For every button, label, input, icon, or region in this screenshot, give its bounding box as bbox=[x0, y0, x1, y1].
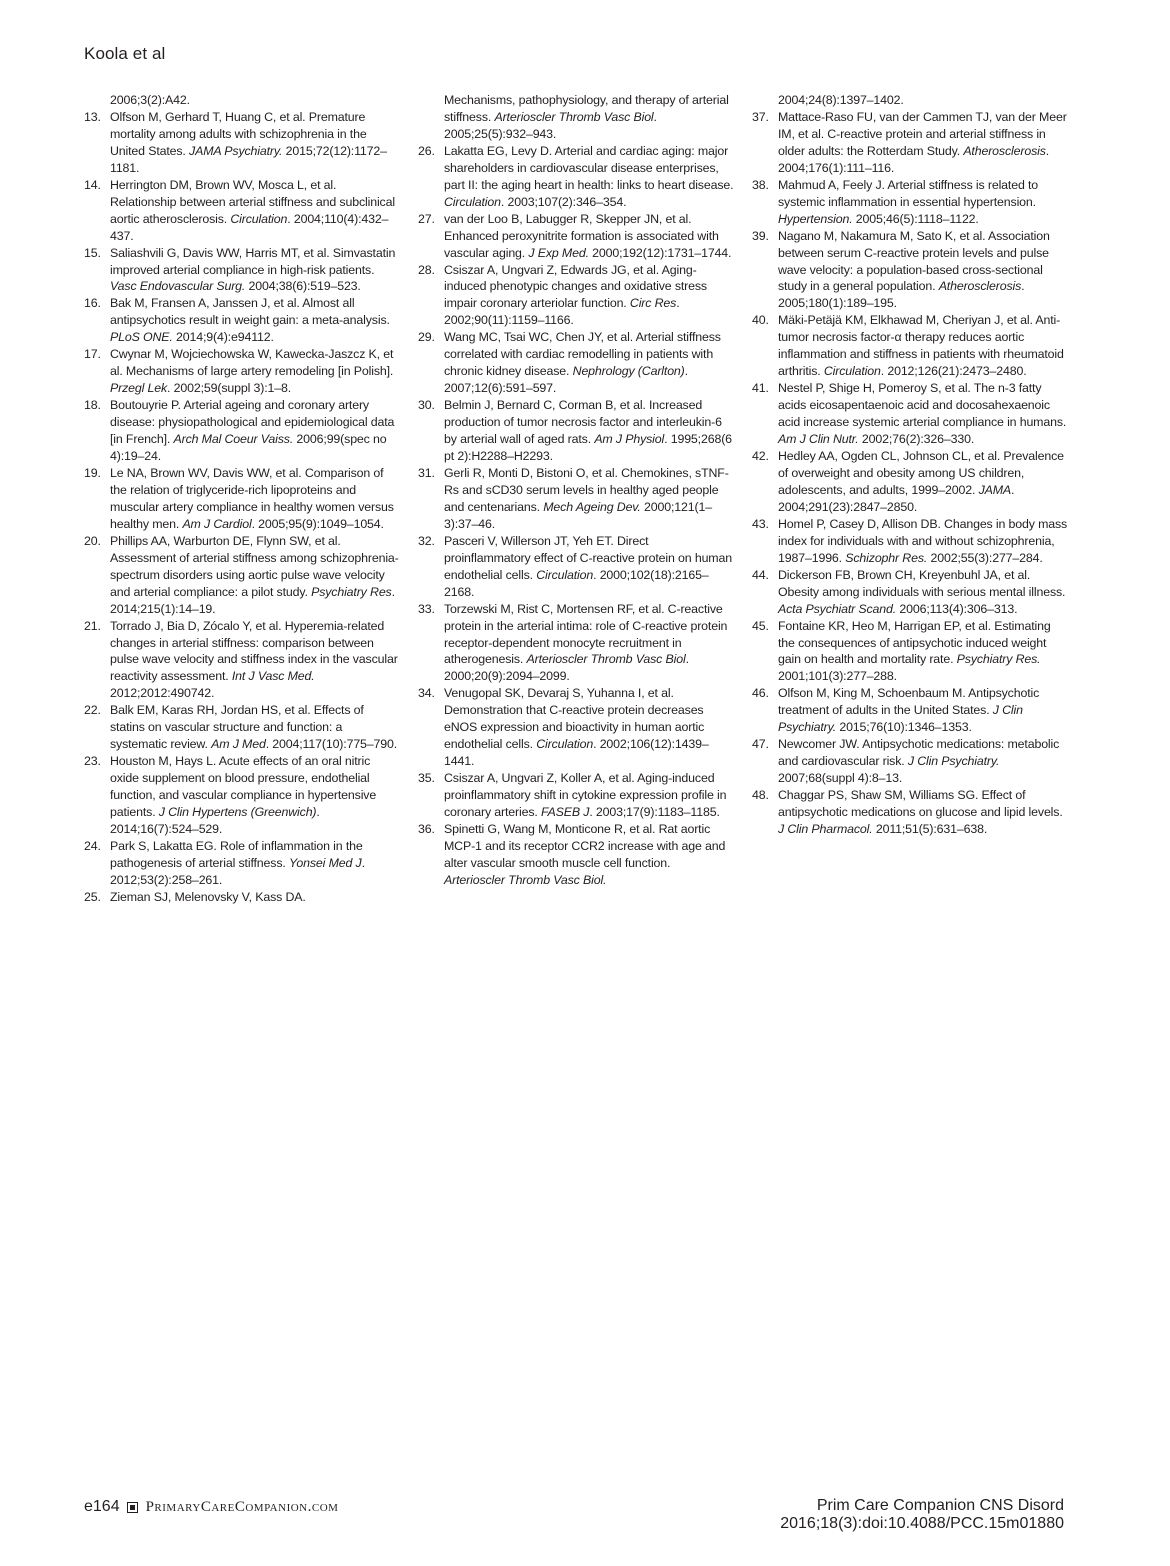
reference-text: Lakatta EG, Levy D. Arterial and cardiac aging: major shareholders in cardiovascular disease enterprises, part II: the aging heart in health: links to heart disease. Circulation. 2003;107(2):346–354. bbox=[444, 143, 734, 209]
journal-title: J Exp Med. bbox=[528, 245, 589, 260]
reference-number: 45. bbox=[752, 618, 769, 633]
reference-number: 14. bbox=[84, 177, 101, 192]
reference-item bbox=[752, 567, 1068, 618]
reference-text: Csiszar A, Ungvari Z, Edwards JG, et al. Aging-induced phenotypic changes and oxidative stress impair coronary arteriolar function. Circ Res. 2002;90(11):1159–1166. bbox=[444, 262, 707, 328]
journal-title: FASEB J bbox=[541, 805, 590, 820]
reference-number: 16. bbox=[84, 296, 101, 311]
journal-title: J Clin Hypertens (Greenwich) bbox=[158, 805, 317, 820]
reference-text: Olfson M, King M, Schoenbaum M. Antipsychotic treatment of adults in the United States. J Clin Psychiatry. 2015;76(10):1346–1353. bbox=[778, 686, 1040, 735]
reference-number: 34. bbox=[418, 686, 435, 701]
reference-text: Herrington DM, Brown WV, Mosca L, et al. Relationship between arterial stiffness and subclinical aortic atherosclerosis. Circulation. 2004;110(4):432–437. bbox=[110, 177, 395, 243]
journal-title: Circulation bbox=[536, 567, 594, 582]
reference-item bbox=[752, 109, 1068, 177]
footer-citation bbox=[780, 1497, 1064, 1533]
journal-title: Nephrology (Carlton) bbox=[572, 364, 685, 379]
journal-title: Circulation bbox=[536, 737, 594, 752]
journal-title: Circulation bbox=[823, 364, 881, 379]
reference-number: 27. bbox=[418, 211, 435, 226]
reference-number: 43. bbox=[752, 516, 769, 531]
reference-item bbox=[418, 211, 734, 262]
reference-text: Belmin J, Bernard C, Corman B, et al. Increased production of tumor necrosis factor and interleukin-6 by arterial wall of aged rats. Am J Physiol. 1995;268(6 pt 2):H2288–H2293. bbox=[444, 398, 732, 464]
reference-item bbox=[418, 329, 734, 397]
reference-item bbox=[418, 601, 734, 686]
journal-title: J Clin Psychiatry. bbox=[907, 754, 1000, 769]
journal-title: Am J Clin Nutr. bbox=[778, 432, 859, 447]
reference-number: 20. bbox=[84, 533, 101, 548]
reference-item bbox=[84, 753, 400, 838]
journal-title: Circ Res bbox=[629, 296, 677, 311]
journal-title: Arterioscler Thromb Vasc Biol. bbox=[444, 872, 607, 887]
reference-text: Nestel P, Shige H, Pomeroy S, et al. The n-3 fatty acids eicosapentaenoic acid and docosahexaenoic acid increase systemic arterial compliance in humans. Am J Clin Nutr. 2002;76(2):326–330. bbox=[778, 381, 1067, 447]
footer-left bbox=[84, 1498, 338, 1516]
journal-title: Yonsei Med J bbox=[288, 855, 362, 870]
reference-item bbox=[84, 889, 400, 906]
reference-text: Olfson M, Gerhard T, Huang C, et al. Premature mortality among adults with schizophrenia in the United States. JAMA Psychiatry. 2015;72(12):1172–1181. bbox=[110, 109, 387, 175]
reference-text: Hedley AA, Ogden CL, Johnson CL, et al. Prevalence of overweight and obesity among US children, adolescents, and adults, 1999–2002. JAMA. 2004;291(23):2847–2850. bbox=[778, 449, 1064, 514]
reference-text: Spinetti G, Wang M, Monticone R, et al. Rat aortic MCP-1 and its receptor CCR2 increase with age and alter vascular smooth muscle cell function. Arterioscler Thromb Vasc Biol. bbox=[444, 821, 726, 887]
reference-item bbox=[84, 245, 400, 296]
reference-number: 18. bbox=[84, 398, 101, 413]
reference-item bbox=[84, 346, 400, 397]
square-bullet-icon bbox=[127, 1502, 138, 1513]
reference-number: 19. bbox=[84, 465, 101, 480]
journal-title: PLoS ONE. bbox=[110, 330, 173, 345]
reference-number: 21. bbox=[84, 618, 101, 633]
reference-number: 26. bbox=[418, 143, 435, 158]
reference-item bbox=[84, 397, 400, 465]
reference-number: 46. bbox=[752, 686, 769, 701]
reference-number: 44. bbox=[752, 567, 769, 582]
journal-title: Psychiatry Res bbox=[311, 584, 392, 599]
reference-text: Csiszar A, Ungvari Z, Koller A, et al. Aging-induced proinflammatory shift in cytokine expression profile in coronary arteries. FASEB J. 2003;17(9):1183–1185. bbox=[444, 771, 727, 820]
journal-title: Circulation bbox=[230, 211, 288, 226]
journal-title: J Clin Pharmacol. bbox=[778, 821, 873, 836]
reference-item bbox=[418, 262, 734, 330]
reference-item bbox=[418, 397, 734, 465]
journal-title: Arterioscler Thromb Vasc Biol bbox=[526, 652, 686, 667]
reference-number: 35. bbox=[418, 771, 435, 786]
reference-item bbox=[84, 533, 400, 618]
reference-item bbox=[752, 618, 1068, 686]
reference-text: Mäki-Petäjä KM, Elkhawad M, Cheriyan J, et al. Anti-tumor necrosis factor-α therapy reduces aortic inflammation and stiffness in patients with rheumatoid arthritis. Circulation. 2012;126(21):2473–2480. bbox=[778, 313, 1064, 379]
journal-title: Arch Mal Coeur Vaiss. bbox=[173, 432, 294, 447]
reference-text: Le NA, Brown WV, Davis WW, et al. Comparison of the relation of triglyceride-rich lipoproteins and muscular artery compliance in healthy women versus healthy men. Am J Cardiol. 2005;95(9):1049–1054. bbox=[110, 465, 394, 531]
journal-title: Atherosclerosis bbox=[938, 279, 1022, 294]
reference-item bbox=[418, 685, 734, 770]
reference-item bbox=[752, 448, 1068, 516]
reference-item bbox=[752, 380, 1068, 448]
reference-text: Pasceri V, Willerson JT, Yeh ET. Direct proinflammatory effect of C-reactive protein on human endothelial cells. Circulation. 2000;102(18):2165–2168. bbox=[444, 533, 732, 599]
reference-item bbox=[84, 465, 400, 533]
reference-text: Boutouyrie P. Arterial ageing and coronary artery disease: physiopathological and epidemiological data [in French]. Arch Mal Coeur Vaiss. 2006;99(spec no 4):19–24. bbox=[110, 398, 395, 464]
reference-number: 25. bbox=[84, 889, 101, 904]
reference-item bbox=[84, 618, 400, 703]
reference-item bbox=[84, 838, 400, 889]
journal-name: Prim Care Companion CNS Disord bbox=[816, 1497, 1064, 1514]
reference-text: Venugopal SK, Devaraj S, Yuhanna I, et al. Demonstration that C-reactive protein decreases eNOS expression and bioactivity in human aortic endothelial cells. Circulation. 2002;106(12):1439–1441. bbox=[444, 686, 709, 769]
reference-item bbox=[752, 736, 1068, 787]
journal-title: Circulation bbox=[444, 194, 501, 209]
journal-title: Am J Cardiol bbox=[182, 516, 252, 531]
reference-item bbox=[84, 177, 400, 245]
journal-title: Przegl Lek bbox=[110, 381, 168, 396]
reference-number: 38. bbox=[752, 177, 769, 192]
reference-text: Homel P, Casey D, Allison DB. Changes in body mass index for individuals with and without schizophrenia, 1987–1996. Schizophr Res. 2002;55(3):277–284. bbox=[778, 516, 1068, 565]
reference-text: Torrado J, Bia D, Zócalo Y, et al. Hyperemia-related changes in arterial stiffness: comparison between pulse wave velocity and stiffness index in the vascular reactivity assessment. Int J Vasc Med. 2012;2012:490742. bbox=[110, 618, 398, 701]
reference-number: 41. bbox=[752, 381, 769, 396]
page-number: e164 bbox=[84, 1498, 120, 1515]
reference-text: Wang MC, Tsai WC, Chen JY, et al. Arterial stiffness correlated with cardiac remodelling in patients with chronic kidney disease. Nephrology (Carlton). 2007;12(6):591–597. bbox=[444, 330, 721, 396]
reference-number: 17. bbox=[84, 347, 101, 362]
reference-number: 37. bbox=[752, 109, 769, 124]
reference-number: 30. bbox=[418, 398, 435, 413]
reference-number: 28. bbox=[418, 262, 435, 277]
reference-text: Newcomer JW. Antipsychotic medications: metabolic and cardiovascular risk. J Clin Psychiatry. 2007;68(suppl 4):8–13. bbox=[778, 737, 1060, 786]
journal-title: JAMA bbox=[978, 482, 1012, 497]
reference-text: Phillips AA, Warburton DE, Flynn SW, et al. Assessment of arterial stiffness among schizophrenia-spectrum disorders using aortic pulse wave velocity and arterial compliance: a pilot study. Psychiatry Res. 2014;215(1):14–19. bbox=[110, 533, 399, 616]
reference-number: 36. bbox=[418, 821, 435, 836]
article-citation: 2016;18(3):doi:10.4088/PCC.15m01880 bbox=[780, 1515, 1064, 1532]
journal-title: Am J Physiol bbox=[594, 432, 665, 447]
journal-title: Atherosclerosis bbox=[963, 143, 1046, 158]
reference-text: Saliashvili G, Davis WW, Harris MT, et al. Simvastatin improved arterial compliance in high-risk patients. Vasc Endovascular Surg. 2004;38(6):519–523. bbox=[110, 245, 396, 294]
reference-text: Mahmud A, Feely J. Arterial stiffness is related to systemic inflammation in essential hypertension. Hypertension. 2005;46(5):1118–1122. bbox=[778, 177, 1039, 226]
reference-text: Cwynar M, Wojciechowska W, Kawecka-Jaszcz K, et al. Mechanisms of large artery remodeling [in Polish]. Przegl Lek. 2002;59(suppl 3):1–8. bbox=[110, 347, 394, 396]
site-link[interactable]: PrimaryCareCompanion.com bbox=[145, 1498, 339, 1515]
reference-text: Zieman SJ, Melenovsky V, Kass DA. bbox=[110, 889, 306, 904]
reference-text: Mattace-Raso FU, van der Cammen TJ, van der Meer IM, et al. C-reactive protein and arterial stiffness in older adults: the Rotterdam Study. Atherosclerosis. 2004;176(1):111–116. bbox=[778, 109, 1067, 175]
reference-item bbox=[752, 685, 1068, 736]
journal-title: Mech Ageing Dev. bbox=[543, 499, 641, 514]
reference-text: van der Loo B, Labugger R, Skepper JN, et al. Enhanced peroxynitrite formation is associated with vascular aging. J Exp Med. 2000;192(12):1731–1744. bbox=[444, 211, 732, 260]
reference-number: 24. bbox=[84, 838, 101, 853]
reference-continuation: 2006;3(2):A42. bbox=[110, 93, 190, 107]
reference-item bbox=[752, 228, 1068, 313]
reference-text: Chaggar PS, Shaw SM, Williams SG. Effect of antipsychotic medications on glucose and lipid levels. J Clin Pharmacol. 2011;51(5):631–638. bbox=[778, 788, 1063, 836]
reference-text: Gerli R, Monti D, Bistoni O, et al. Chemokines, sTNF-Rs and sCD30 serum levels in healthy aged people and centenarians. Mech Ageing Dev. 2000;121(1–3):37–46. bbox=[444, 465, 729, 531]
reference-number: 39. bbox=[752, 228, 769, 243]
reference-number: 29. bbox=[418, 330, 435, 345]
journal-title: Psychiatry Res. bbox=[956, 652, 1041, 667]
reference-item bbox=[418, 465, 734, 533]
journal-title: Am J Med bbox=[211, 737, 266, 752]
reference-number: 32. bbox=[418, 533, 435, 548]
reference-item bbox=[418, 533, 734, 601]
reference-item bbox=[752, 177, 1068, 228]
reference-column-3 bbox=[752, 92, 1068, 838]
reference-item bbox=[84, 109, 400, 177]
reference-continuation: Mechanisms, pathophysiology, and therapy of arterial stiffness. Arterioscler Thromb Vasc Biol. 2005;25(5):932–943. bbox=[444, 93, 729, 141]
reference-item bbox=[752, 516, 1068, 567]
reference-number: 40. bbox=[752, 313, 769, 328]
reference-text: Bak M, Fransen A, Janssen J, et al. Almost all antipsychotics result in weight gain: a meta-analysis. PLoS ONE. 2014;9(4):e94112. bbox=[110, 296, 390, 345]
reference-number: 47. bbox=[752, 737, 769, 752]
journal-title: Vasc Endovascular Surg. bbox=[110, 279, 246, 294]
reference-text: Nagano M, Nakamura M, Sato K, et al. Association between serum C-reactive protein levels and pulse wave velocity: a population-based cross-sectional study in a general population. Atherosclerosis. 2005;180(1):189–195. bbox=[778, 228, 1050, 311]
reference-item bbox=[84, 702, 400, 753]
journal-title: JAMA Psychiatry. bbox=[189, 143, 283, 158]
reference-text: Torzewski M, Rist C, Mortensen RF, et al. C-reactive protein in the arterial intima: role of C-reactive protein receptor-dependent monocyte recruitment in atherogenesis. Arterioscler Thromb Vasc Biol. 2000;20(9):2094–2099. bbox=[444, 601, 728, 684]
journal-title: Schizophr Res. bbox=[845, 550, 928, 565]
reference-number: 23. bbox=[84, 754, 101, 769]
journal-title: J Clin Psychiatry. bbox=[778, 703, 1023, 735]
reference-item bbox=[418, 143, 734, 211]
reference-item bbox=[752, 787, 1068, 838]
reference-text: Balk EM, Karas RH, Jordan HS, et al. Effects of statins on vascular structure and function: a systematic review. Am J Med. 2004;117(10):775–790. bbox=[110, 703, 398, 752]
reference-text: Houston M, Hays L. Acute effects of an oral nitric oxide supplement on blood pressure, endothelial function, and vascular compliance in hypertensive patients. J Clin Hypertens (Greenwich). 2014;16(7):524–529. bbox=[110, 754, 377, 836]
reference-number: 48. bbox=[752, 788, 769, 803]
reference-item bbox=[418, 821, 734, 889]
reference-number: 15. bbox=[84, 245, 101, 260]
reference-continuation: 2004;24(8):1397–1402. bbox=[778, 93, 904, 107]
reference-column-1 bbox=[84, 92, 400, 906]
reference-number: 42. bbox=[752, 449, 769, 464]
reference-text: Fontaine KR, Heo M, Harrigan EP, et al. Estimating the consequences of antipsychotic induced weight gain on health and mortality rate. Psychiatry Res. 2001;101(3):277–288. bbox=[778, 618, 1051, 684]
reference-item bbox=[752, 312, 1068, 380]
reference-text: Dickerson FB, Brown CH, Kreyenbuhl JA, et al. Obesity among individuals with serious mental illness. Acta Psychiatr Scand. 2006;113(4):306–313. bbox=[778, 567, 1066, 616]
reference-number: 13. bbox=[84, 109, 101, 124]
reference-item bbox=[84, 295, 400, 346]
journal-title: Acta Psychiatr Scand. bbox=[778, 601, 897, 616]
journal-title: Hypertension. bbox=[778, 211, 853, 226]
reference-text: Park S, Lakatta EG. Role of inflammation in the pathogenesis of arterial stiffness. Yonsei Med J. 2012;53(2):258–261. bbox=[110, 838, 365, 887]
reference-number: 22. bbox=[84, 703, 101, 718]
reference-number: 33. bbox=[418, 601, 435, 616]
running-head: Koola et al bbox=[84, 44, 166, 63]
reference-number: 31. bbox=[418, 465, 435, 480]
reference-item bbox=[418, 770, 734, 821]
reference-column-2 bbox=[418, 92, 734, 889]
journal-title: Int J Vasc Med. bbox=[231, 669, 315, 684]
